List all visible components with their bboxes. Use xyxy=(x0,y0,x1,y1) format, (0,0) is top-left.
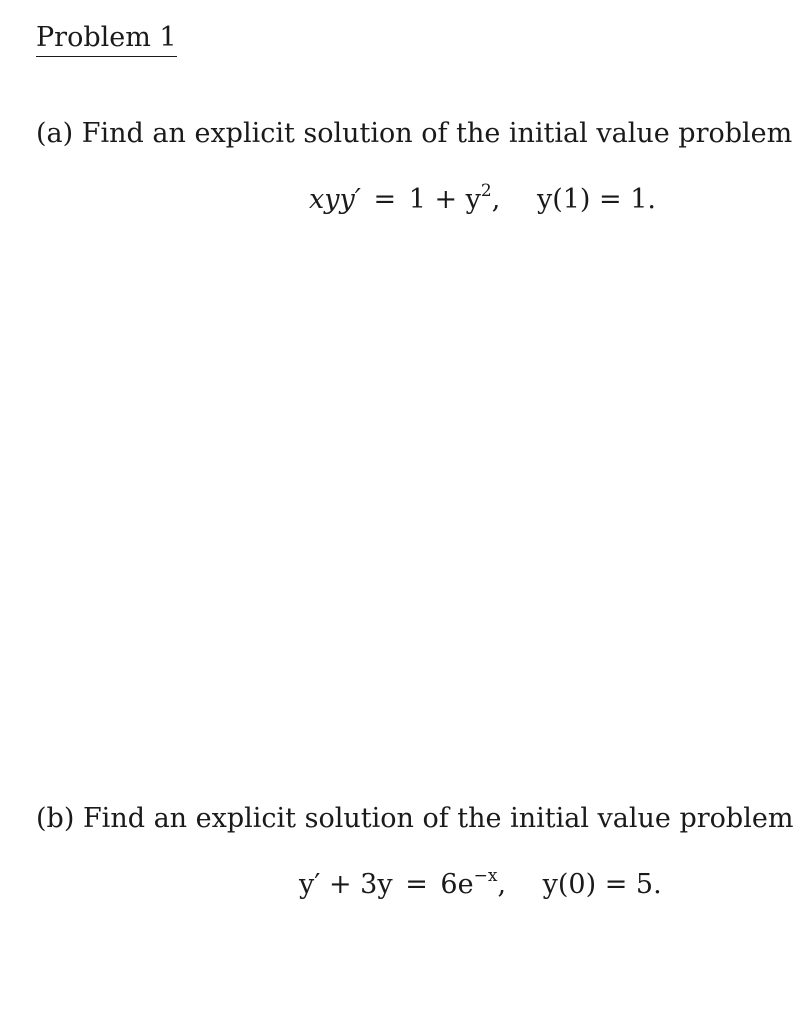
part-b-eq-lhs: y′ + 3y xyxy=(299,869,393,900)
part-b-eq-rhs-exp: −x xyxy=(473,866,498,886)
problem-heading-text: Problem 1 xyxy=(36,22,177,53)
part-b-equation xyxy=(299,868,662,902)
part-b-eq-rhs-base: 6e xyxy=(440,869,474,900)
part-a-eq-comma: , xyxy=(491,184,501,215)
part-a-eq-rhs-exp: 2 xyxy=(480,181,492,201)
part-a-eq-rhs-base: 1 + y xyxy=(408,184,481,215)
part-b-eq-equals: = xyxy=(405,869,428,900)
part-b-initial-condition: y(0) = 5. xyxy=(542,869,662,900)
part-a-prompt xyxy=(36,118,792,150)
part-b-prompt xyxy=(36,803,793,835)
part-b-label: (b) xyxy=(36,803,75,834)
part-a-initial-condition: y(1) = 1. xyxy=(536,184,656,215)
part-a-eq-lhs: xyy′ xyxy=(309,184,361,215)
part-b-eq-comma: , xyxy=(497,869,507,900)
part-a-equation xyxy=(309,183,656,217)
part-a-text: Find an explicit solution of the initial value problem xyxy=(81,118,793,149)
problem-heading xyxy=(36,22,177,57)
part-b-text: Find an explicit solution of the initial value problem xyxy=(82,803,794,834)
part-a-eq-equals: = xyxy=(373,184,397,215)
part-a-label: (a) xyxy=(36,118,74,149)
